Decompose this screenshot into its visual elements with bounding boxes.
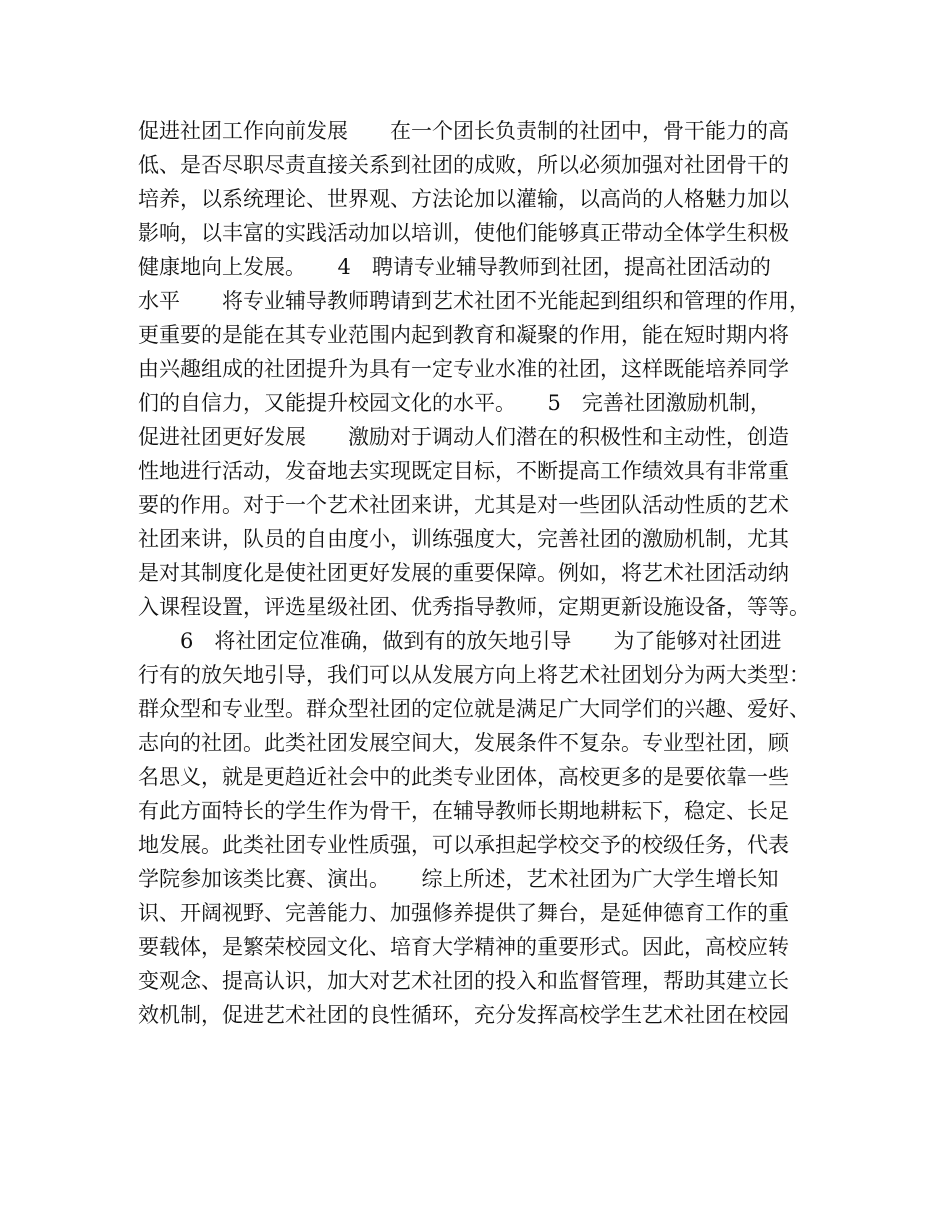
text-line: 低、是否尽职尽责直接关系到社团的成败，所以必须加强对社团骨干的: [138, 153, 789, 177]
text-line: 要载体，是繁荣校园文化、培育大学精神的重要形式。因此，高校应转: [138, 935, 789, 959]
text-line: 名思义，就是更趋近社会中的此类专业团体，高校更多的是要依靠一些: [138, 765, 789, 789]
text-line: 地发展。此类社团专业性质强，可以承担起学校交予的校级任务，代表: [138, 833, 789, 857]
text-line: 更重要的是能在其专业范围内起到教育和凝聚的作用，能在短时期内将: [138, 323, 789, 347]
text-line: 识、开阔视野、完善能力、加强修养提供了舞台，是延伸德育工作的重: [138, 901, 789, 925]
text-line: 健康地向上发展。 4 聘请专业辅导教师到社团，提高社团活动的: [138, 255, 771, 279]
text-line: 影响，以丰富的实践活动加以培训，使他们能够真正带动全体学生积极: [138, 221, 789, 245]
text-line: 要的作用。对于一个艺术社团来讲，尤其是对一些团队活动性质的艺术: [138, 493, 789, 517]
text-line: 促进社团工作向前发展 在一个团长负责制的社团中，骨干能力的高: [138, 119, 789, 143]
text-line: 们的自信力，又能提升校园文化的水平。 5 完善社团激励机制，: [138, 391, 771, 415]
text-line: 6 将社团定位准确，做到有的放矢地引导 为了能够对社团进: [138, 629, 782, 653]
text-line: 行有的放矢地引导，我们可以从发展方向上将艺术社团划分为两大类型：: [138, 663, 810, 687]
text-line: 社团来讲，队员的自由度小，训练强度大，完善社团的激励机制，尤其: [138, 527, 789, 551]
body-text: [138, 114, 838, 1032]
text-line: 志向的社团。此类社团发展空间大，发展条件不复杂。专业型社团，顾: [138, 731, 789, 755]
text-line: 有此方面特长的学生作为骨干，在辅导教师长期地耕耘下，稳定、长足: [138, 799, 789, 823]
text-line: 促进社团更好发展 激励对于调动人们潜在的积极性和主动性，创造: [138, 425, 789, 449]
text-line: 变观念、提高认识，加大对艺术社团的投入和监督管理，帮助其建立长: [138, 969, 789, 993]
text-line: 水平 将专业辅导教师聘请到艺术社团不光能起到组织和管理的作用，: [138, 289, 810, 313]
text-line: 是对其制度化是使社团更好发展的重要保障。例如，将艺术社团活动纳: [138, 561, 789, 585]
text-line: 学院参加该类比赛、演出。 综上所述，艺术社团为广大学生增长知: [138, 867, 779, 891]
text-line: 入课程设置，评选星级社团、优秀指导教师，定期更新设施设备，等等。: [138, 595, 810, 619]
text-line: 由兴趣组成的社团提升为具有一定专业水准的社团，这样既能培养同学: [138, 357, 789, 381]
text-line: 群众型和专业型。群众型社团的定位就是满足广大同学们的兴趣、爱好、: [138, 697, 810, 721]
text-line: 效机制，促进艺术社团的良性循环，充分发挥高校学生艺术社团在校园: [138, 1003, 789, 1027]
text-line: 培养，以系统理论、世界观、方法论加以灌输，以高尚的人格魅力加以: [138, 187, 789, 211]
text-line: 性地进行活动，发奋地去实现既定目标，不断提高工作绩效具有非常重: [138, 459, 789, 483]
